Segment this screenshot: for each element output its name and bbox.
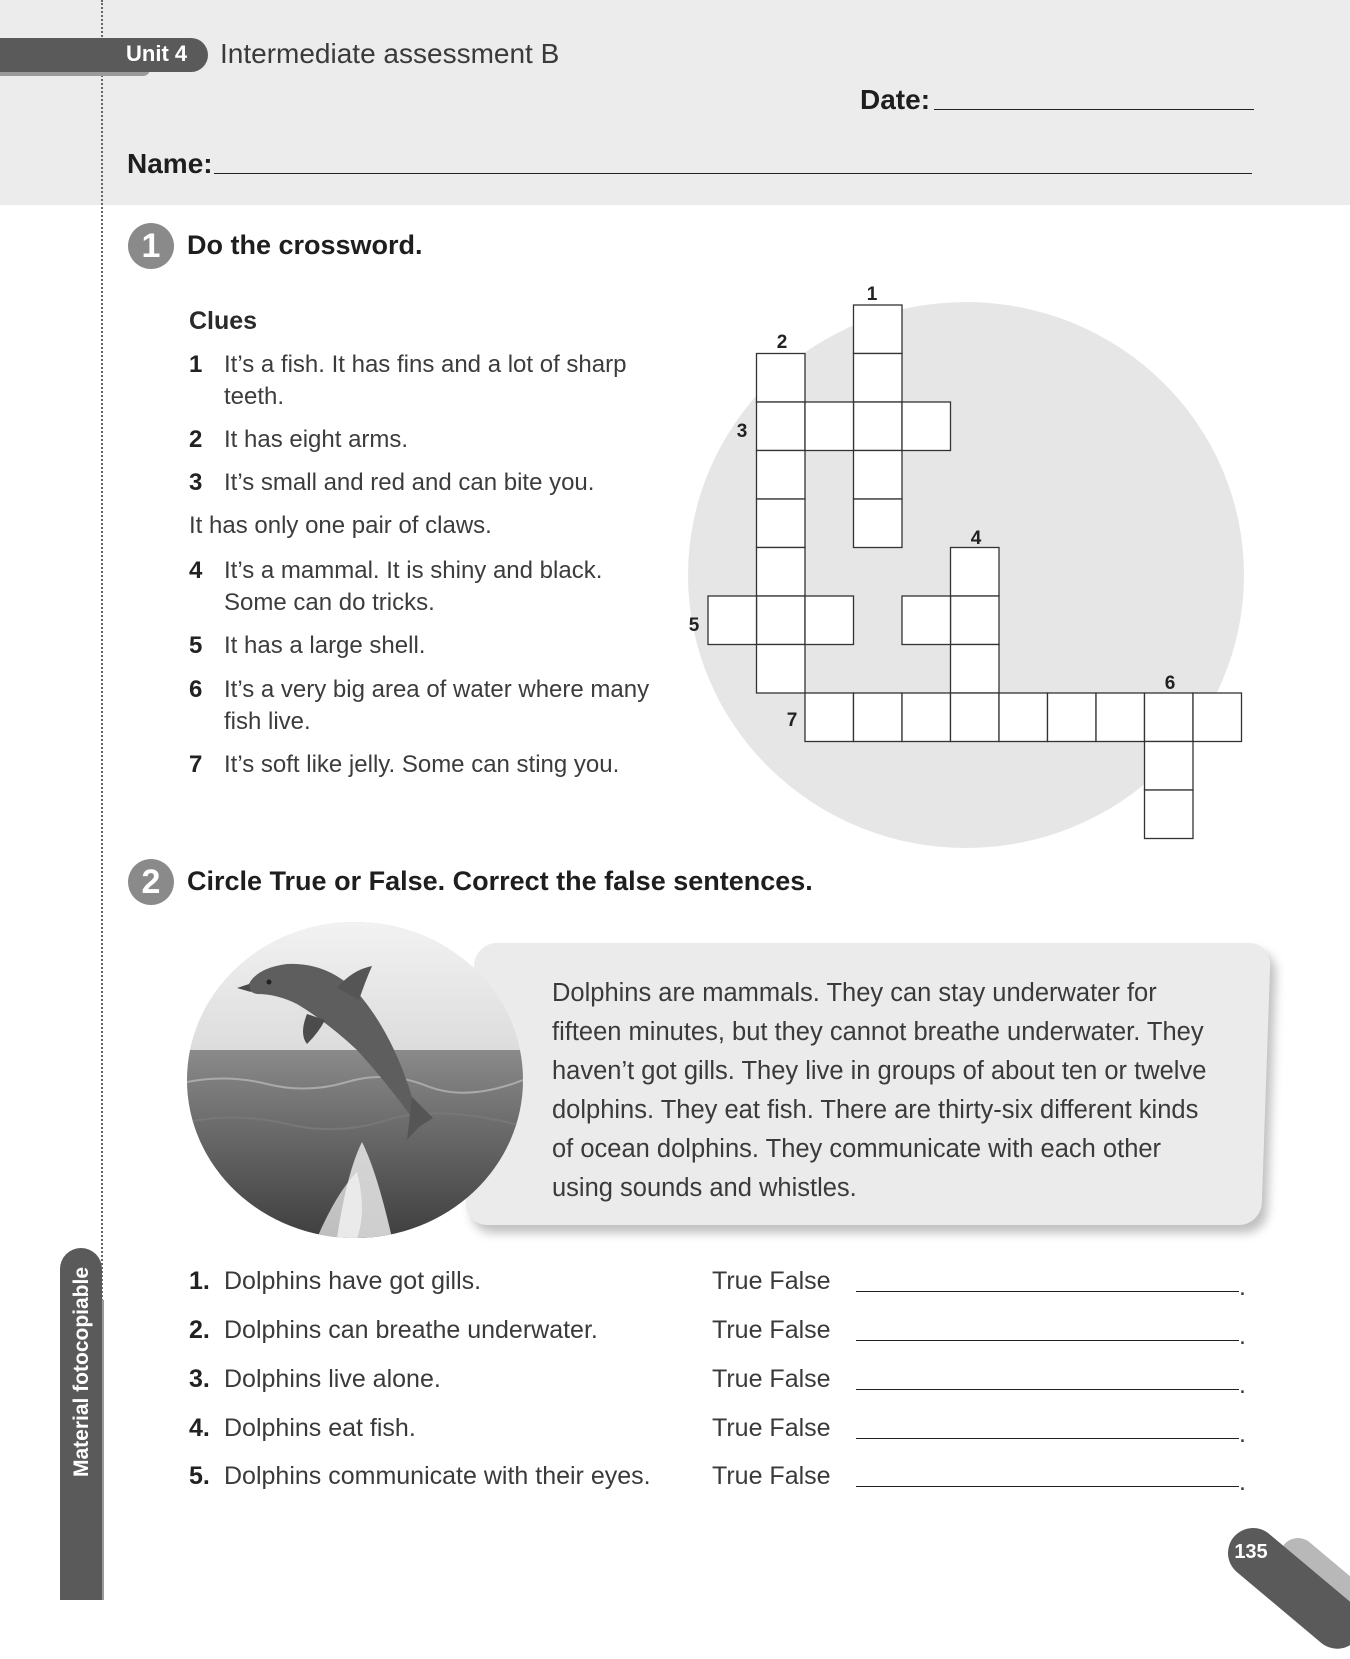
clue-text: It’s a very big area of water where many fish live. — [224, 676, 650, 735]
crossword-cell[interactable] — [757, 645, 806, 694]
crossword-cell[interactable] — [1145, 693, 1194, 742]
crossword-number-5: 5 — [688, 615, 700, 636]
crossword-cell[interactable] — [805, 596, 854, 645]
crossword-cell[interactable] — [757, 402, 806, 451]
question-number: 1. — [189, 1267, 210, 1295]
clue-number: 4 — [189, 557, 203, 584]
answer-line[interactable] — [856, 1389, 1239, 1390]
crossword-cell[interactable] — [1096, 693, 1145, 742]
crossword-number-6: 6 — [1164, 673, 1176, 694]
title-prefix: Circle — [187, 866, 270, 896]
crossword-cell[interactable] — [708, 596, 757, 645]
dolphin-photo — [187, 922, 523, 1238]
answer-line[interactable] — [856, 1486, 1239, 1487]
crossword-cell[interactable] — [854, 499, 903, 548]
crossword-cell[interactable] — [951, 645, 1000, 694]
title-false: False — [368, 866, 438, 896]
clue-text: It’s small and red and can bite you. — [224, 469, 595, 496]
question-text: Dolphins eat fish. — [224, 1414, 416, 1442]
question-text: Dolphins have got gills. — [224, 1267, 482, 1295]
clue-number: 3 — [189, 469, 203, 496]
true-false-options[interactable]: True False — [712, 1267, 831, 1295]
title-or: or — [326, 866, 369, 896]
crossword-cell[interactable] — [902, 596, 951, 645]
crossword-cell[interactable] — [902, 402, 951, 451]
question-text: Dolphins live alone. — [224, 1365, 441, 1393]
photocopiable-label: Material fotocopiable — [70, 1266, 93, 1478]
clue-number: 6 — [189, 676, 203, 703]
clue-number: 2 — [189, 426, 203, 453]
clue-text: It’s a mammal. It is shiny and black. Some can do tricks. — [224, 557, 603, 616]
dolphin-illustration — [187, 922, 523, 1238]
crossword-cell[interactable] — [999, 693, 1048, 742]
unit-label: Unit 4 — [126, 41, 188, 66]
page-number: 135 — [1234, 1541, 1268, 1563]
crossword-number-2: 2 — [776, 332, 788, 353]
question-row-4 — [189, 1414, 1259, 1454]
crossword-cell[interactable] — [1193, 693, 1242, 742]
crossword-cell[interactable] — [854, 402, 903, 451]
clue-text: It has eight arms. — [224, 426, 409, 453]
exercise-1-number: 1 — [128, 223, 174, 269]
crossword-number-1: 1 — [866, 284, 878, 305]
question-number: 3. — [189, 1365, 210, 1393]
crossword-cell[interactable] — [854, 451, 903, 500]
crossword-cell[interactable] — [854, 354, 903, 403]
crossword-number-4: 4 — [970, 528, 982, 549]
clue-text: It has only one pair of claws. — [189, 512, 492, 539]
answer-line[interactable] — [856, 1291, 1239, 1292]
clue-text: It’s a fish. It has fins and a lot of sharp teeth. — [224, 351, 627, 410]
crossword-cell[interactable] — [1145, 790, 1194, 839]
crossword-number-3: 3 — [736, 421, 748, 442]
question-row-1 — [189, 1267, 1259, 1307]
title-suffix: . Correct the false sentences. — [437, 866, 813, 896]
crossword-cell[interactable] — [757, 548, 806, 597]
name-label: Name: — [127, 148, 213, 179]
crossword-cell[interactable] — [951, 548, 1000, 597]
exercise-2-title — [187, 866, 813, 897]
line-end: . — [1239, 1322, 1246, 1350]
answer-line[interactable] — [856, 1340, 1239, 1341]
line-end: . — [1239, 1420, 1246, 1448]
crossword-cell[interactable] — [951, 693, 1000, 742]
clues-heading: Clues — [189, 307, 258, 335]
crossword-cell[interactable] — [757, 499, 806, 548]
exercise-2-number: 2 — [128, 859, 174, 905]
crossword-cell[interactable] — [854, 305, 903, 354]
clue-number: 5 — [189, 632, 203, 659]
clue-text: It’s soft like jelly. Some can sting you. — [224, 751, 620, 778]
question-number: 5. — [189, 1462, 210, 1490]
crossword-cell[interactable] — [854, 693, 903, 742]
question-number: 4. — [189, 1414, 210, 1442]
true-false-options[interactable]: True False — [712, 1316, 831, 1344]
crossword-cell[interactable] — [805, 693, 854, 742]
question-text: Dolphins communicate with their eyes. — [224, 1462, 651, 1490]
exercise-1-title: Do the crossword. — [187, 230, 423, 260]
question-number: 2. — [189, 1316, 210, 1344]
crossword-cell[interactable] — [1145, 742, 1194, 791]
title-true: True — [269, 866, 327, 896]
answer-line[interactable] — [856, 1438, 1239, 1439]
question-row-5 — [189, 1462, 1259, 1502]
crossword-cell[interactable] — [902, 693, 951, 742]
clue-text: It has a large shell. — [224, 632, 426, 659]
line-end: . — [1239, 1371, 1246, 1399]
question-text: Dolphins can breathe underwater. — [224, 1316, 598, 1344]
crossword-cell[interactable] — [757, 354, 806, 403]
clue-number: 7 — [189, 751, 203, 778]
true-false-options[interactable]: True False — [712, 1365, 831, 1393]
crossword-cell[interactable] — [805, 402, 854, 451]
passage-text: Dolphins are mammals. They can stay underwater for fifteen minutes, but they cannot breathe underwater. They haven’t got gills. They live in groups of about ten or twelve dolphins. They eat fish. There are thirty-six different kinds of ocean dolphins. They communicate with each other using sounds and whistles. — [552, 979, 1207, 1202]
true-false-options[interactable]: True False — [712, 1414, 831, 1442]
question-row-3 — [189, 1365, 1259, 1405]
line-end: . — [1239, 1468, 1246, 1496]
true-false-options[interactable]: True False — [712, 1462, 831, 1490]
question-row-2 — [189, 1316, 1259, 1356]
clue-number: 1 — [189, 351, 203, 378]
date-label: Date: — [860, 84, 931, 115]
crossword-number-7: 7 — [786, 710, 798, 731]
crossword-cell[interactable] — [757, 596, 806, 645]
line-end: . — [1239, 1273, 1246, 1301]
page-title: Intermediate assessment B — [220, 38, 560, 69]
crossword-cell[interactable] — [951, 596, 1000, 645]
crossword-cell[interactable] — [757, 451, 806, 500]
crossword-cell[interactable] — [1048, 693, 1097, 742]
